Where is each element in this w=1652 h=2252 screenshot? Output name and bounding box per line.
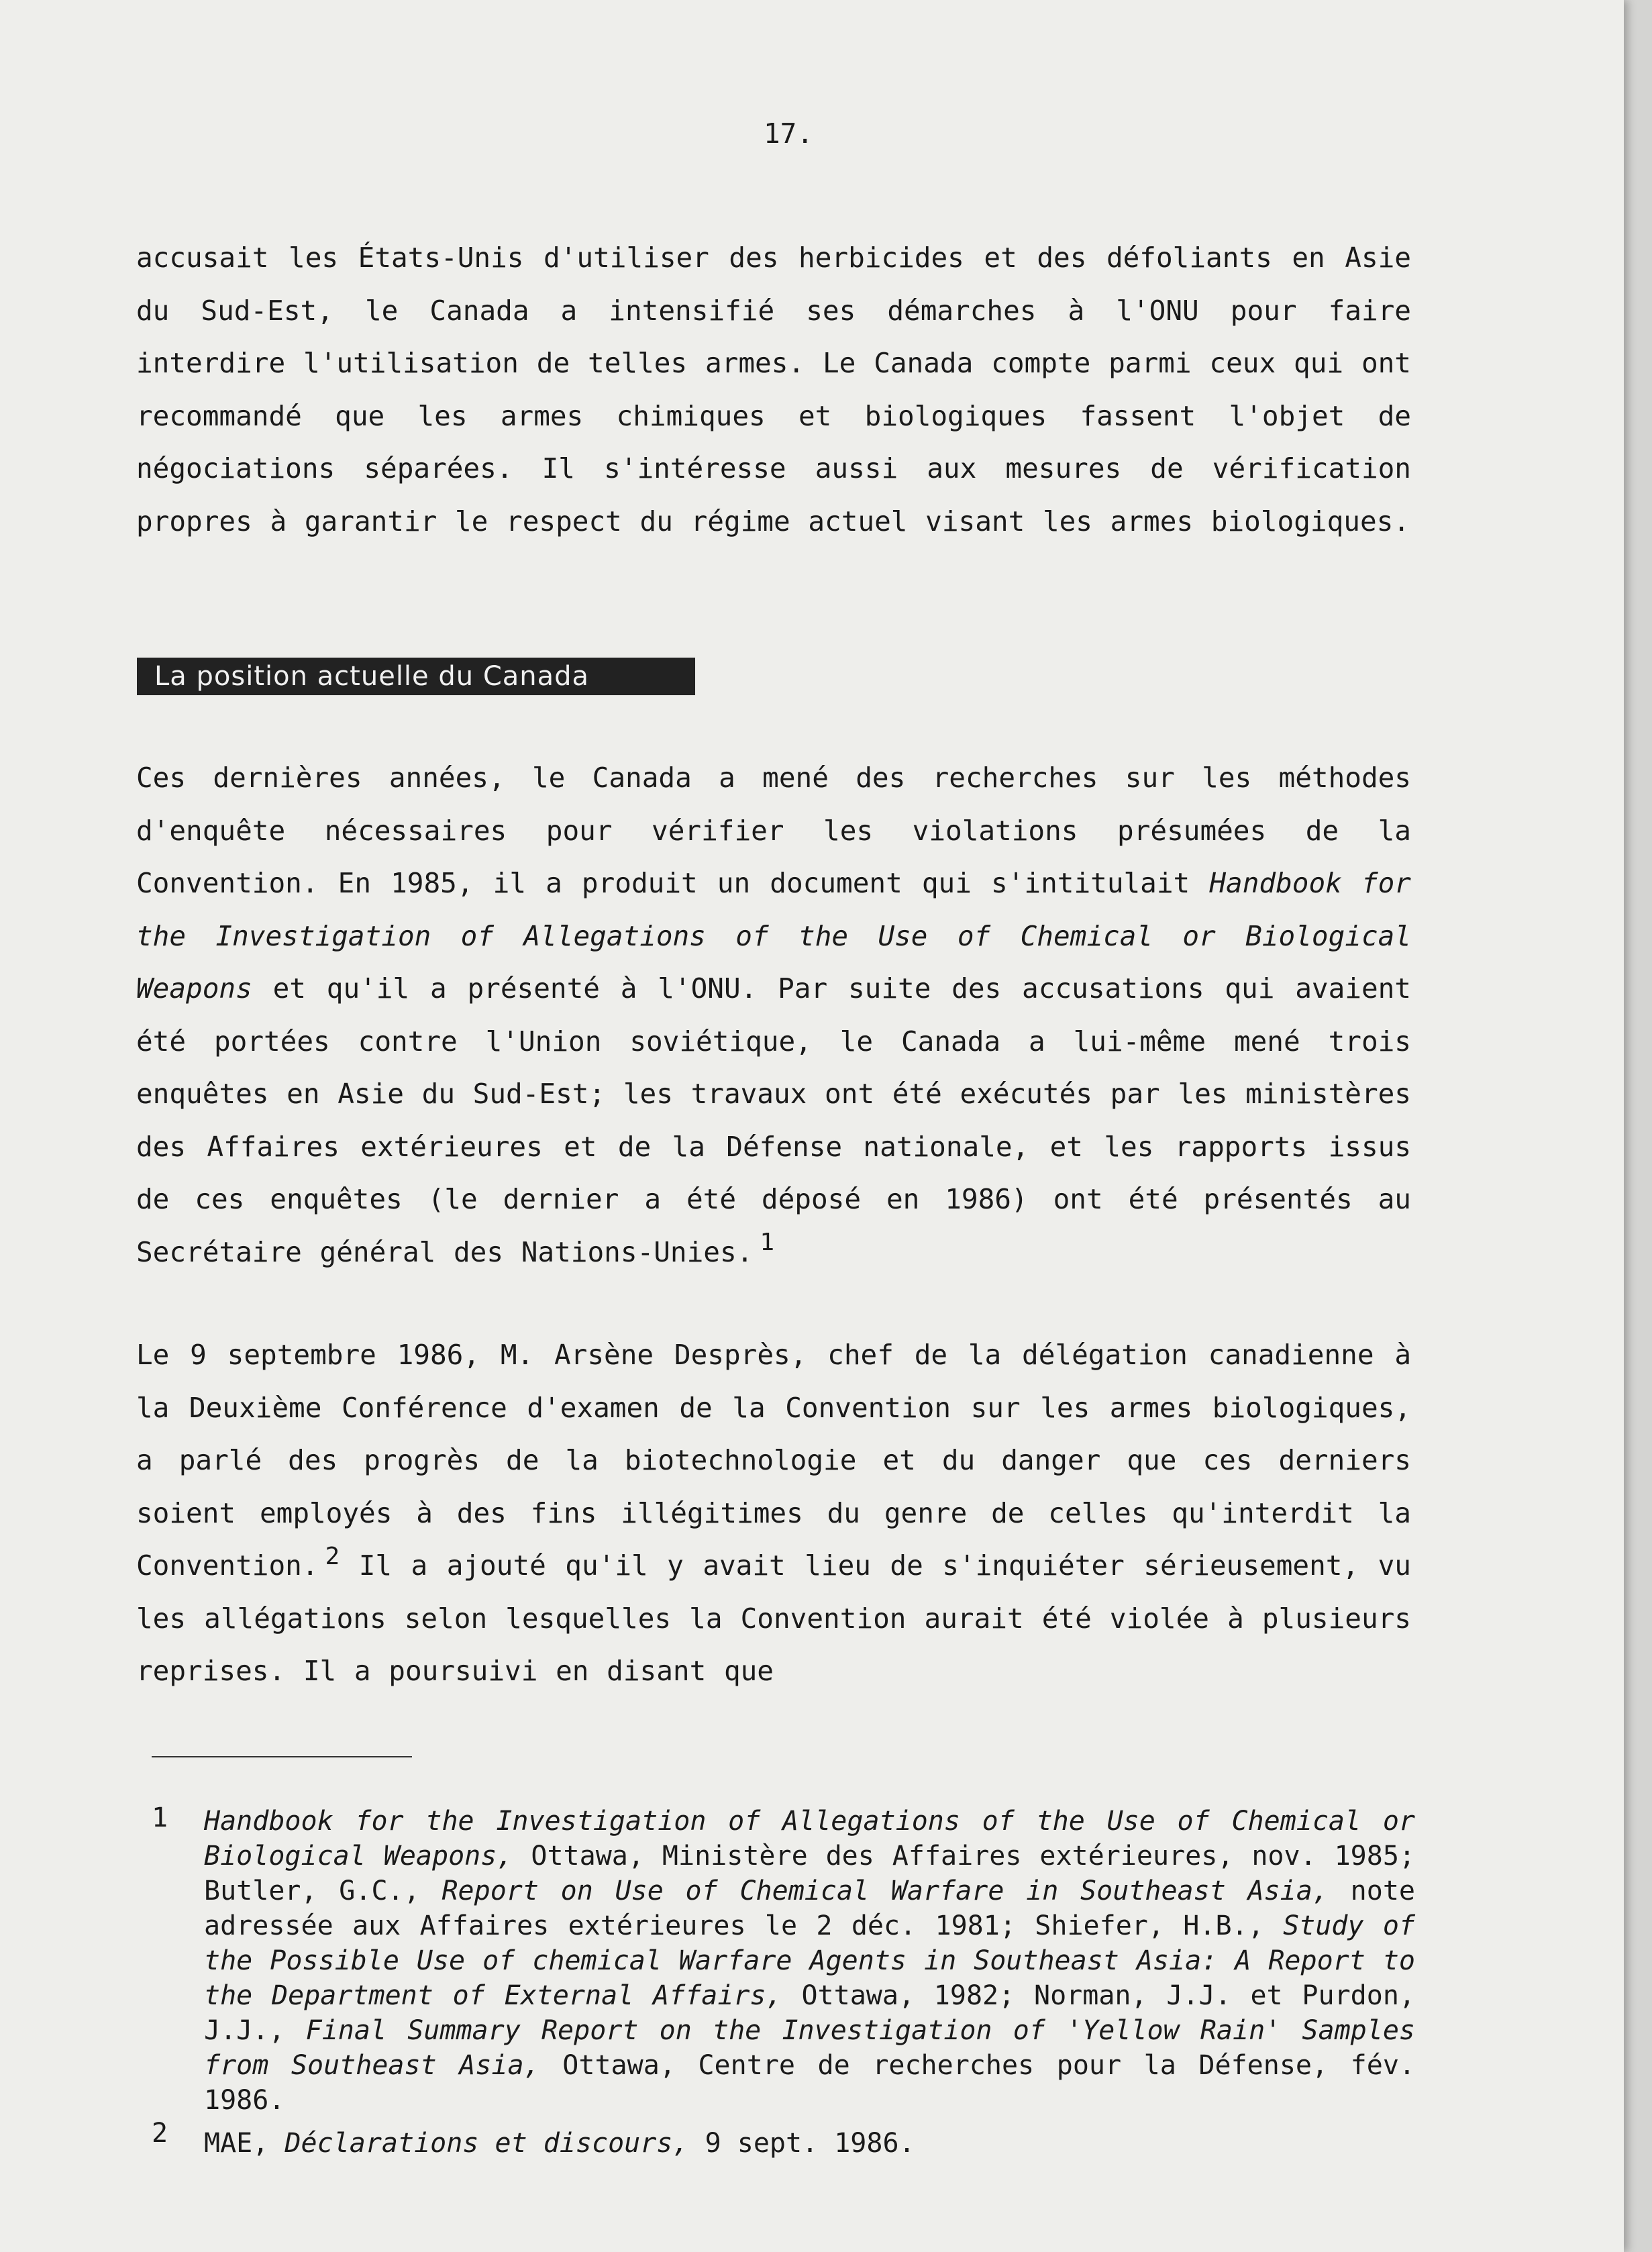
paragraph-2-text-a: Ces dernières années, le Canada a mené des recherches sur les méthodes d'enquête nécessaires pour vérifier les violations présumées de la Convention. En 1985, il a produit un document qui s'intitulait: [136, 762, 1411, 899]
footnote-2-seg: 9 sept. 1986.: [688, 2128, 915, 2159]
page-number: 17.: [764, 117, 814, 150]
section-heading: La position actuelle du Canada: [137, 658, 695, 695]
footnote-1-number: 1: [152, 1802, 168, 1833]
footnote-1-seg: Ottawa, Centre de recherches pour la Défense, fév. 1986.: [204, 2050, 1416, 2116]
paragraph-3: [136, 1329, 1411, 1698]
footnote-1-seg: Ottawa, 1982; Norman, J.J. et Purdon, J.J.,: [204, 1980, 1415, 2046]
footnote-2-seg: MAE,: [204, 2128, 285, 2159]
footnote-1-seg: Report on Use of Chemical Warfare in Southeast Asia,: [442, 1876, 1329, 1906]
footnote-1-seg: Ottawa, Ministère des Affaires extérieures, nov. 1985; Butler, G.C.,: [204, 1841, 1416, 1906]
footnote-1: [204, 1804, 1415, 2118]
footnote-2-number: 2: [152, 2118, 168, 2149]
footnote-2-seg: Déclarations et discours,: [285, 2128, 689, 2159]
footnote-1-seg: note adressée aux Affaires extérieures le 2 déc. 1981; Shiefer, H.B.,: [204, 1876, 1415, 1941]
footnote-ref-2[interactable]: 2: [325, 1542, 340, 1570]
paragraph-2-title: Handbook for the Investigation of Allegations of the Use of Chemical or Biological Weapons: [136, 867, 1411, 1005]
paragraph-2-text-b: et qu'il a présenté à l'ONU. Par suite des accusations qui avaient été portées contre l'Union soviétique, le Canada a lui-même mené trois enquêtes en Asie du Sud-Est; les travaux ont été exécutés par les ministères des Affaires extérieures et de la Défense nationale, et les rapports issus de ces enquêtes (le dernier a été déposé en 1986) ont été présentés au Secrétaire général des Nations-Unies.: [136, 972, 1411, 1268]
footnote-1-seg: Handbook for the Investigation of Allegations of the Use of Chemical or Biological Weapons,: [204, 1806, 1415, 1872]
paragraph-1: accusait les États-Unis d'utiliser des herbicides et des défoliants en Asie du Sud-Est, le Canada a intensifié ses démarches à l'ONU pour faire interdire l'utilisation de telles armes. Le Canada compte parmi ceux qui ont recommandé que les armes chimiques et biologiques fassent l'objet de négociations séparées. Il s'intéresse aussi aux mesures de vérification propres à garantir le respect du régime actuel visant les armes biologiques.: [136, 242, 1411, 538]
footnote-2: [204, 2126, 1415, 2161]
footnote-separator: [152, 1756, 412, 1757]
footnote-1-seg: Study of the Possible Use of chemical Warfare Agents in Southeast Asia: A Report to the Department of External Affairs,: [204, 1910, 1415, 2011]
footnote-1-seg: Final Summary Report on the Investigation of 'Yellow Rain' Samples from Southeast Asia,: [204, 2015, 1415, 2081]
paragraph-2: [136, 752, 1411, 1278]
paragraph-3-text-b: Il a ajouté qu'il y avait lieu de s'inquiéter sérieusement, vu les allégations selon lesquelles la Convention aurait été violée à plusieurs reprises. Il a poursuivi en disant que: [136, 1549, 1411, 1687]
footnote-ref-1[interactable]: 1: [760, 1229, 774, 1257]
paragraph-3-text-a: Le 9 septembre 1986, M. Arsène Desprès, chef de la délégation canadienne à la Deuxième Conférence d'examen de la Convention sur les armes biologiques, a parlé des progrès de la biotechnologie et du danger que ces derniers soient employés à des fins illégitimes du genre de celles qu'interdit la Convention.: [136, 1339, 1411, 1582]
